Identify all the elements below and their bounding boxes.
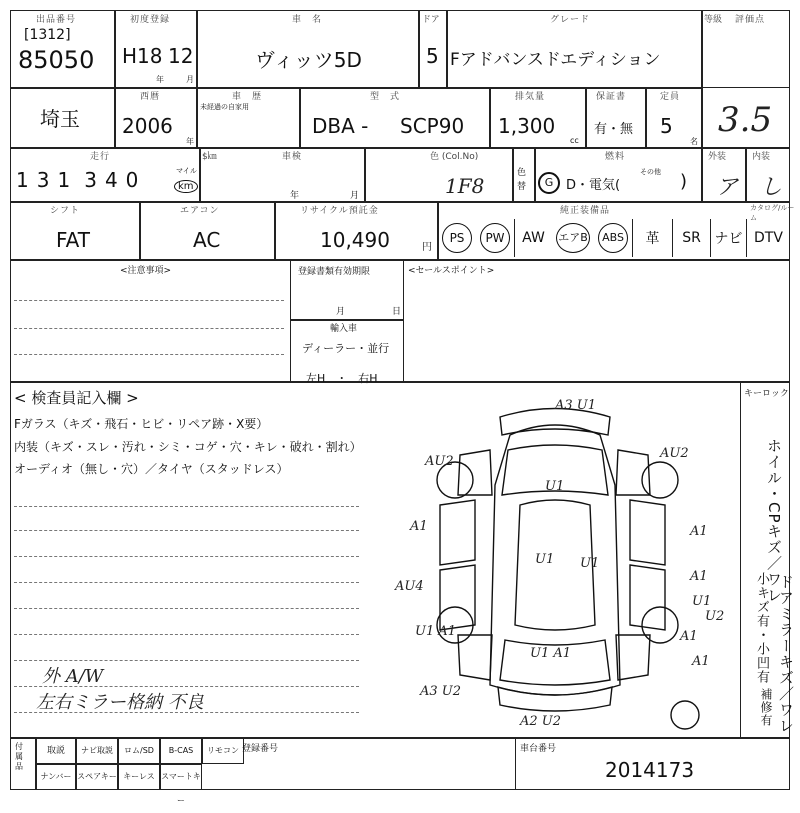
right-front-fender [616,450,650,495]
color-code: 1F8 [445,174,485,198]
damage-mark: U2 [705,609,725,624]
damage-mark: A1 [692,654,710,669]
km-label: km [174,180,198,193]
left-front-fender [458,450,492,495]
left-side-rear [440,565,475,630]
right-rear-fender [616,635,650,680]
mileage-digits [16,168,138,192]
first-reg-year-unit: 年 [156,75,164,84]
hand-note-mirror: 左右ミラー格納 不良 [36,692,204,713]
equip-dtv [746,219,790,257]
equipment-label: 純正装備品 [560,206,611,216]
damage-mark: AU2 [660,446,689,461]
model-prefix: DBA - [312,114,369,138]
equip-pw-label: PW [480,223,510,253]
equip-sr [672,219,710,257]
shift-label: シフト [50,206,81,216]
fuel-other: その他 [640,168,661,176]
inspection2-label: 車検 [282,152,303,162]
footer-side-label: 付属品 [15,742,23,771]
acc-bcas: B-CAS [160,738,202,764]
capacity-value: 5 [660,114,673,138]
damage-mark: U1 [535,552,555,567]
recycle-value: 10,490 [320,228,390,252]
recycle-label: リサイクル預託金 [300,206,379,216]
fuel-rest: D・電気( [566,178,621,193]
mileage-digit: 1 [16,168,29,192]
footer-accessories-top [36,738,244,764]
inspection-line [14,530,359,531]
inspection-line [14,634,359,635]
caution-label: <注意事項> [120,266,172,276]
ac-label: エアコン [180,206,220,216]
exterior-value: ア [716,175,739,200]
chassis-label: 車台番号 [520,744,557,754]
acc-number: ナンバー [36,764,76,790]
inspection-line [14,660,359,661]
damage-mark: U1 A1 [530,646,572,661]
chassis-number: 2014173 [605,758,695,782]
yen-label: 円 [422,242,432,253]
damage-mark: A1 [680,629,698,644]
acc-spare-key: スペアキー [76,764,118,790]
equip-leather-label: 革 [645,231,660,247]
first-reg-era-year: H18 [122,44,163,68]
score-label: 評価点 [735,15,766,25]
rating-label: 等級 [704,15,723,25]
doors-label: ドア [422,15,440,25]
inspection-line [14,556,359,557]
reg-day-unit: 日 [392,307,402,317]
acc-remote: リモコン [202,738,244,764]
legend-wheel: ホイル・CPキズ／ワレ [765,438,783,604]
spare-wheel [671,701,699,729]
acc-smart-key: スマートキー [160,764,202,790]
doors-value: 5 [426,44,439,68]
equip-pw [476,219,514,257]
damage-mark: U1 [692,594,712,609]
equip-navi-label: ナビ [714,231,743,247]
damage-mark: U1 [545,479,565,494]
damage-mark: A1 [690,569,708,584]
mileage-digit: 0 [125,168,139,192]
equip-abs-label: ABS [598,223,628,253]
acc-navi-manual: ナビ取説 [76,738,118,764]
inspection-line [14,582,359,583]
legend-repaired: 補修有 [759,688,773,727]
capacity-unit: 名 [690,137,698,146]
capacity-label: 定員 [660,92,681,102]
shift-value: FAT [56,228,91,252]
first-reg-month-unit: 月 [186,75,194,84]
interior-label: 内装 [752,152,771,162]
equip-sr-label: SR [682,230,701,246]
equip-airbag-label: エアB [556,223,590,253]
equip-dtv-label: DTV [754,230,783,246]
equip-navi [710,219,746,257]
damage-mark: U1 [580,556,600,571]
acc-manual: 取説 [36,738,76,764]
inspection2-year-unit: 年 [290,191,300,201]
displacement-value: 1,300 [498,114,556,138]
car-diagram [380,395,725,735]
inspection-line [14,506,359,507]
score-value: 3.5 [718,100,773,140]
ac-value: AC [193,228,221,252]
region: 埼玉 [40,107,80,131]
reg-number-label: 登録番号 [242,744,279,754]
grade-label: グレード [550,15,591,25]
reg-month-unit: 月 [336,307,346,317]
acc-rom-sd: ロム/SD [118,738,160,764]
model-code: SCP90 [400,114,465,138]
windshield-line: Fガラス（キズ・飛石・ヒビ・リペア跡・X要） [14,417,269,431]
damage-mark: A1 [410,519,428,534]
yen-mark: $㎞ [202,152,217,162]
right-side-front [630,500,665,565]
footer-accessories-bottom [36,764,202,805]
mileage-label: 走行 [90,152,111,162]
steering: 左H ・ 右H [306,372,378,385]
exterior-label: 外装 [708,152,727,162]
lot-label: 出品番号 [36,15,77,25]
fuel-gasoline: G [538,172,560,194]
car-name: ヴィッツ5D [255,48,362,72]
sales-point-label: <セールスポイント> [408,266,495,276]
import-label: 輸入車 [330,324,358,334]
color-label: 色 (Col.No) [430,152,479,162]
damage-mark: A1 [690,524,708,539]
damage-mark: A3 U2 [420,684,462,699]
history-label: 車 歴 [232,92,263,102]
model-label: 型 式 [370,92,401,102]
inspection2-month-unit: 月 [350,191,360,201]
caution-line [14,328,284,329]
reg-deadline-label: 登録書類有効期限 [298,267,371,277]
left-side-front [440,500,475,565]
first-reg-label: 初度登録 [130,15,171,25]
legend-mirror: ドアミラーキズ／ワレ [777,574,795,734]
hand-note-aw: 外 A/W [42,666,104,687]
catalog-label: カタログ/ルーム [750,204,795,222]
equip-aw-label: AW [522,230,545,246]
mile-label: マイル [176,167,197,175]
damage-mark: AU2 [425,454,454,469]
mileage-digit: 3 [84,168,97,192]
mileage-digit: 4 [104,168,118,192]
year-label: 西暦 [140,92,161,102]
wheel-front-right [642,462,678,498]
grade-value: Fアドバンスドエディション [450,50,661,70]
year-unit: 年 [186,137,194,146]
damage-mark: A3 U1 [555,398,597,413]
warranty-label: 保証書 [596,92,627,102]
keylock-label: キーロック [744,389,789,399]
rear-bumper [498,687,612,711]
history-note: 未経過の自家用 [200,103,249,111]
warranty-value: 有・無 [594,122,634,137]
inspection-title: < 検査員記入欄 > [14,389,139,407]
year-value: 2006 [122,114,173,138]
damage-mark: A2 U2 [520,714,562,729]
wheel-rear-right [642,607,678,643]
equip-airbag [552,219,594,257]
equip-leather [632,219,672,257]
damage-mark: U1 A1 [415,624,457,639]
displacement-label: 排気量 [515,92,546,102]
audio-tire-line: オーディオ（無し・穴）／タイヤ（スタッドレス） [14,462,289,476]
lot-number: 85050 [18,46,95,74]
lot-bracket: [1312] [24,27,71,43]
fuel-label: 燃料 [605,152,626,162]
interior-line: 内装（キズ・スレ・汚れ・シミ・コゲ・穴・キレ・破れ・割れ） [14,440,362,454]
caution-line [14,300,284,301]
import-type: ディーラー・並行 [302,342,390,355]
right-side-rear [630,565,665,630]
mileage-digit: 3 [36,168,50,192]
equip-ps [438,219,476,257]
equip-aw [514,219,552,257]
equip-abs [594,219,632,257]
displacement-unit: cc [570,136,579,145]
interior-value: し [760,175,783,200]
equip-ps-label: PS [442,223,472,253]
fuel-close: ) [680,171,688,192]
inspection-line [14,608,359,609]
color-change-label: 色替 [517,168,527,192]
legend-small-scratch: 小キズ有・小凹有 [754,572,769,684]
car-name-label: 車 名 [292,15,323,25]
damage-mark: AU4 [395,579,424,594]
mileage-digit: 1 [57,168,71,192]
caution-line [14,354,284,355]
acc-keyless: キーレス [118,764,160,790]
first-reg-month: 12 [168,44,194,68]
